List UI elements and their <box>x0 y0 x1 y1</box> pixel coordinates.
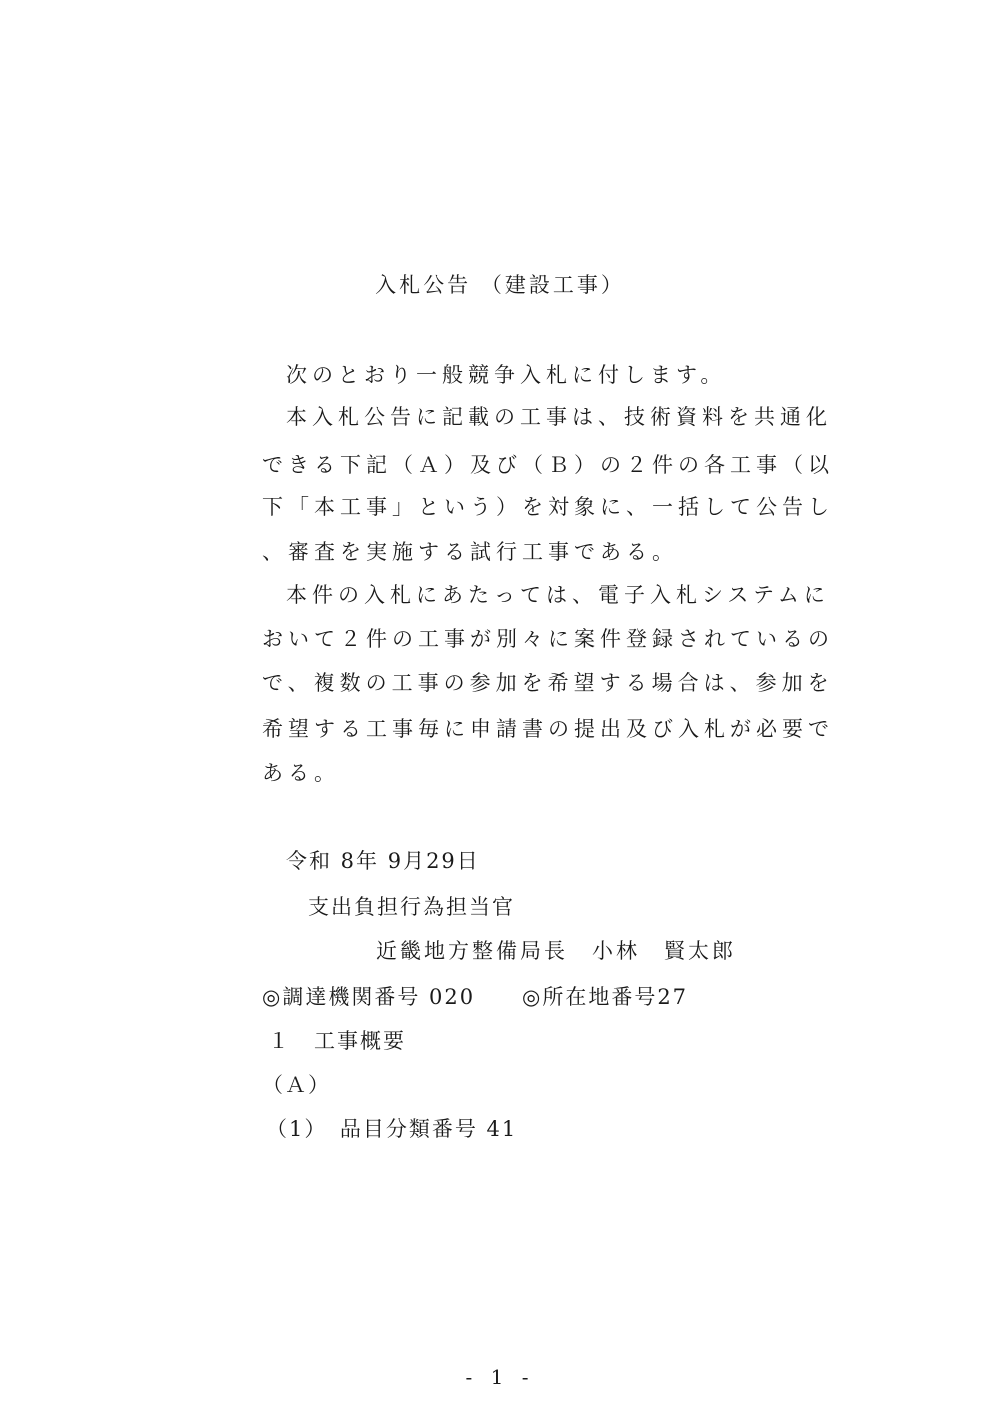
paragraph1-line1: 本入札公告に記載の工事は、技術資料を共通化 <box>286 405 832 429</box>
agency-code: ◎調達機関番号 020 <box>262 985 476 1009</box>
subsection-a-heading: （Ａ） <box>262 1073 331 1097</box>
paragraph1-line4: 、審査を実施する試行工事である。 <box>262 540 678 564</box>
section1-heading: １ 工事概要 <box>268 1029 406 1053</box>
item1-classification: （1） 品目分類番号 41 <box>266 1117 518 1141</box>
paragraph1-line3: 下「本工事」という）を対象に、一括して公告し <box>262 495 834 519</box>
paragraph2-line2: おいて２件の工事が別々に案件登録されているの <box>262 627 834 651</box>
notice-date: 令和 8年 9月29日 <box>286 849 480 873</box>
official-name: 近畿地方整備局長 小林 賢太郎 <box>376 939 736 963</box>
paragraph2-line3: で、複数の工事の参加を希望する場合は、参加を <box>262 671 834 695</box>
paragraph2-line4: 希望する工事毎に申請書の提出及び入札が必要で <box>262 717 834 741</box>
paragraph1-line2: できる下記（Ａ）及び（Ｂ）の２件の各工事（以 <box>262 453 834 477</box>
intro-text: 次のとおり一般競争入札に付します。 <box>286 363 727 387</box>
paragraph2-line5: ある。 <box>262 761 340 785</box>
document-title: 入札公告 （建設工事） <box>375 273 625 297</box>
page-number: - 1 - <box>465 1365 535 1389</box>
location-code: ◎所在地番号27 <box>522 985 689 1009</box>
official-title: 支出負担行為担当官 <box>308 895 515 919</box>
paragraph2-line1: 本件の入札にあたっては、電子入札システムに <box>286 583 830 607</box>
